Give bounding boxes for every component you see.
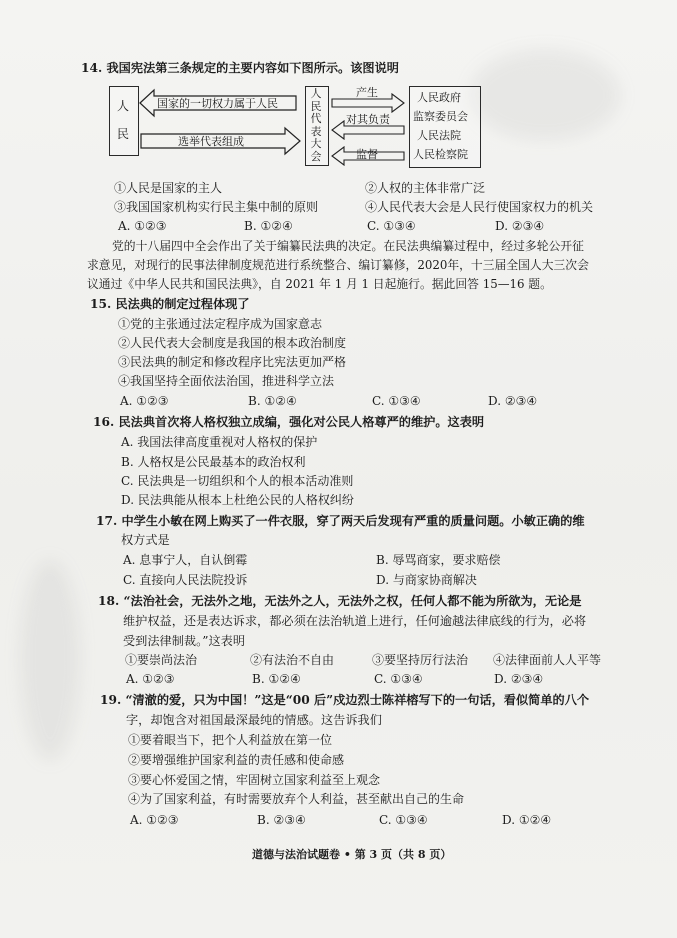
- congress-label: 人民代表大会: [310, 87, 322, 163]
- q19-choice-c[interactable]: C. ①③④: [379, 813, 428, 827]
- q18-stem-line-3: 受到法律制裁。”这表明: [123, 634, 246, 648]
- q15-choice-d[interactable]: D. ②③④: [488, 394, 538, 408]
- q18-stem-line-1: 18. “法治社会，无法外之地，无法外之人，无法外之权，任何人都不能为所欲为，无论是: [98, 594, 582, 608]
- q19-option-3: ③要心怀爱国之情，牢固树立国家利益至上观念: [128, 773, 381, 787]
- q18-choice-b[interactable]: B. ①②④: [252, 672, 301, 686]
- q15-option-2: ②人民代表大会制度是我国的根本政治制度: [118, 336, 347, 350]
- q16-option-d[interactable]: D. 民法典能从根本上杜绝公民的人格权纠纷: [121, 493, 354, 507]
- q16-option-a[interactable]: A. 我国法律高度重视对人格权的保护: [121, 435, 318, 449]
- q14-choice-b[interactable]: B. ①②④: [244, 219, 293, 233]
- q14-stem: 14. 我国宪法第三条规定的主要内容如下图所示。该图说明: [81, 61, 399, 75]
- q15-choice-b[interactable]: B. ①②④: [248, 394, 297, 408]
- q14-choice-c[interactable]: C. ①③④: [367, 219, 416, 233]
- organ-government: 人民政府: [417, 91, 461, 104]
- q17-option-a[interactable]: A. 息事宁人，自认倒霉: [123, 553, 248, 567]
- q18-choice-c[interactable]: C. ①③④: [374, 672, 423, 686]
- q19-stem-line-2: 字，却饱含对祖国最深最纯的情感。这告诉我们: [126, 713, 382, 727]
- q19-choice-b[interactable]: B. ②③④: [257, 813, 306, 827]
- q17-stem-line-2: 权方式是: [121, 533, 170, 547]
- q16-stem: 16. 民法典首次将人格权独立成编，强化对公民人格尊严的维护。这表明: [93, 415, 485, 429]
- q19-stem-line-1: 19. “清澈的爱，只为中国！”这是“00 后”戍边烈士陈祥榕写下的一句话，看似简单的八个: [100, 693, 590, 707]
- q19-choice-d[interactable]: D. ①②④: [502, 813, 552, 827]
- people-char-2: 民: [117, 127, 130, 141]
- q15-stem: 15. 民法典的制定过程体现了: [90, 297, 250, 311]
- q19-option-1: ①要着眼当下，把个人利益放在第一位: [128, 733, 333, 747]
- q17-stem-line-1: 17. 中学生小敏在网上购买了一件衣服，穿了两天后发现有严重的质量问题。小敏正确的维: [96, 514, 585, 528]
- passage-line-1: 党的十八届四中全会作出了关于编纂民法典的决定。在民法典编纂过程中，经过多轮公开征: [112, 239, 584, 253]
- people-char-1: 人: [117, 99, 130, 113]
- q15-choice-c[interactable]: C. ①③④: [372, 394, 421, 408]
- q19-option-2: ②要增强维护国家利益的责任感和使命感: [128, 753, 345, 767]
- passage-line-2: 求意见，对现行的民事法律制度规范进行系统整合、编订纂修，2020年，十三届全国人大三次会: [87, 258, 589, 272]
- q14-choice-d[interactable]: D. ②③④: [495, 219, 545, 233]
- q17-option-b[interactable]: B. 辱骂商家，要求赔偿: [376, 553, 501, 567]
- q16-option-b[interactable]: B. 人格权是公民最基本的政治权利: [121, 455, 306, 469]
- q15-option-4: ④我国坚持全面依法治国，推进科学立法: [118, 374, 335, 388]
- arrow-top-label: 国家的一切权力属于人民: [157, 97, 278, 110]
- q14-option-4: ④人民代表大会是人民行使国家权力的机关: [365, 200, 594, 214]
- organ-court: 人民法院: [417, 129, 461, 142]
- responsible-label: 对其负责: [346, 113, 390, 126]
- q14-option-3: ③我国国家机构实行民主集中制的原则: [114, 200, 319, 214]
- q14-option-2: ②人权的主体非常广泛: [365, 181, 486, 195]
- produce-label: 产生: [356, 86, 378, 99]
- q16-option-c[interactable]: C. 民法典是一切组织和个人的根本活动准则: [121, 474, 354, 488]
- q17-option-c[interactable]: C. 直接向人民法院投诉: [123, 573, 248, 587]
- q18-choice-d[interactable]: D. ②③④: [494, 672, 544, 686]
- people-box: [109, 86, 139, 156]
- passage-line-3: 议通过《中华人民共和国民法典》，自 2021 年 1 月 1 日起施行。据此回答 15—16 题。: [87, 277, 552, 291]
- q19-option-4: ④为了国家利益，有时需要放弃个人利益，甚至献出自己的生命: [128, 792, 465, 806]
- organ-procuratorate: 人民检察院: [413, 148, 468, 161]
- q18-option-4: ④法律面前人人平等: [493, 653, 602, 667]
- q15-option-3: ③民法典的制定和修改程序比宪法更加严格: [118, 355, 347, 369]
- q18-option-2: ②有法治不自由: [250, 653, 335, 667]
- q14-choice-a[interactable]: A. ①②③: [118, 219, 167, 233]
- q17-option-d[interactable]: D. 与商家协商解决: [376, 573, 477, 587]
- q15-choice-a[interactable]: A. ①②③: [120, 394, 169, 408]
- supervise-label: 监督: [356, 148, 378, 161]
- q19-choice-a[interactable]: A. ①②③: [130, 813, 179, 827]
- q14-option-1: ①人民是国家的主人: [114, 181, 223, 195]
- q15-option-1: ①党的主张通过法定程序成为国家意志: [118, 317, 323, 331]
- q18-choice-a[interactable]: A. ①②③: [126, 672, 175, 686]
- q18-stem-line-2: 维护权益，还是表达诉求，都必须在法治轨道上进行，任何逾越法律底线的行为，必将: [123, 614, 587, 628]
- q18-option-1: ①要崇尚法治: [125, 653, 198, 667]
- page-footer: 道德与法治试题卷 • 第 3 页（共 8 页）: [252, 848, 452, 861]
- arrow-bottom-label: 选举代表组成: [178, 135, 244, 148]
- organ-supervision: 监察委员会: [413, 110, 468, 123]
- q18-option-3: ③要坚持厉行法治: [372, 653, 469, 667]
